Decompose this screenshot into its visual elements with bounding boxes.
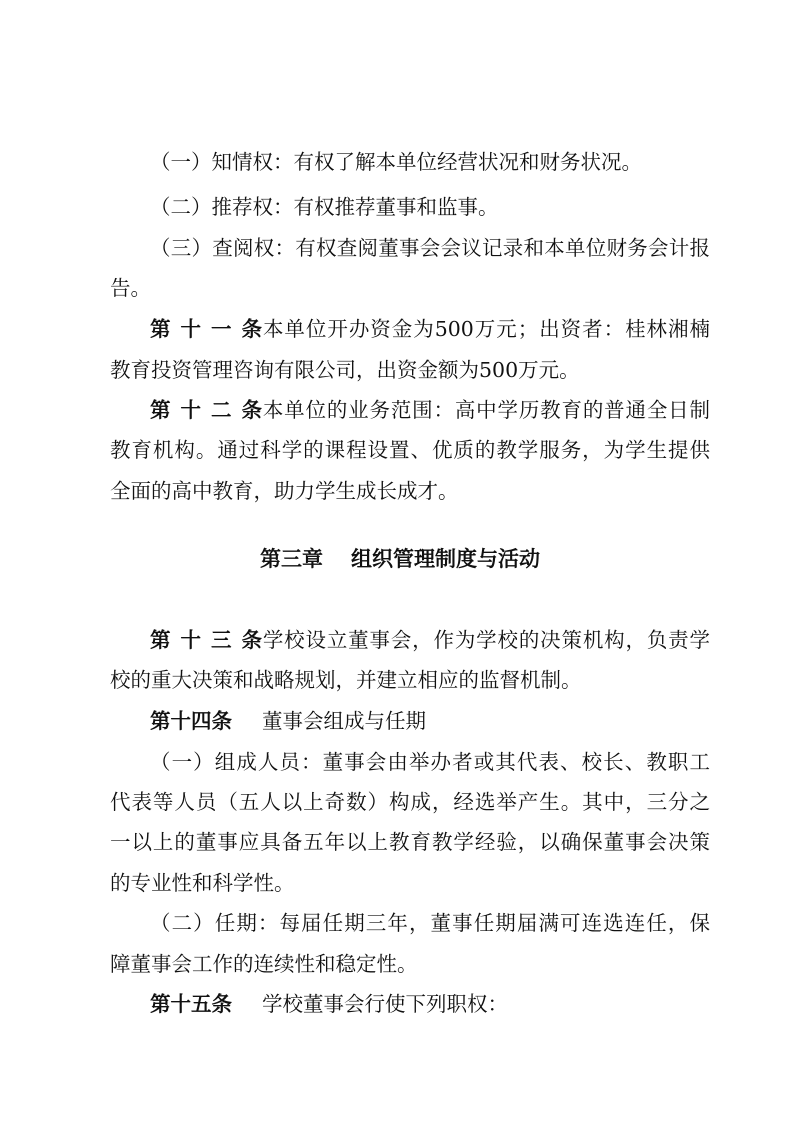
article-14-p2-line-2: 障董事会工作的连续性和稳定性。 (110, 952, 418, 976)
article-13-text: 学校设立董事会，作为学校的决策机构，负责学 (262, 628, 710, 652)
article-14-p1-line-4: 的专业性和科学性。 (110, 871, 295, 895)
article-14-p1-line-3: 一以上的董事应具备五年以上教育教学经验，以确保董事会决策 (110, 830, 710, 854)
article-15-text: 学校董事会行使下列职权： (262, 992, 508, 1016)
article-12-label: 第十二条 (150, 398, 262, 422)
article-14-title: 董事会组成与任期 (262, 709, 426, 733)
article-12-text: 本单位的业务范围：高中学历教育的普通全日制 (262, 398, 710, 422)
article-13-line-1 (150, 628, 710, 652)
article-11-line-2: 教育投资管理咨询有限公司，出资金额为500万元。 (110, 358, 580, 382)
chapter-title: 组织管理制度与活动 (351, 547, 540, 571)
article-13-label: 第十三条 (150, 628, 262, 652)
article-14-p1-line-2: 代表等人员（五人以上奇数）构成，经选举产生。其中，三分之 (110, 790, 710, 814)
article-11-label: 第十一条 (150, 317, 262, 341)
item-right-to-inspect: （三）查阅权：有权查阅董事会会议记录和本单位财务会计报 (150, 236, 710, 260)
article-13-line-2: 校的重大决策和战略规划，并建立相应的监督机制。 (110, 668, 582, 692)
chapter-number: 第三章 (260, 547, 323, 571)
item-right-to-know: （一）知情权：有权了解本单位经营状况和财务状况。 (150, 150, 642, 174)
chapter-heading (0, 546, 800, 572)
article-14-p1-line-1: （一）组成人员：董事会由举办者或其代表、校长、教职工 (150, 750, 710, 774)
item-right-to-recommend: （二）推荐权：有权推荐董事和监事。 (150, 195, 499, 219)
article-11-line-1 (150, 317, 710, 341)
article-14-p2-line-1: （二）任期：每届任期三年，董事任期届满可连选连任，保 (150, 911, 710, 935)
article-12-line-3: 全面的高中教育，助力学生成长成才。 (110, 479, 459, 503)
article-12-line-2: 教育机构。通过科学的课程设置、优质的教学服务，为学生提供 (110, 438, 710, 462)
article-15-label: 第十五条 (150, 992, 232, 1016)
item-right-to-inspect-cont: 告。 (110, 276, 151, 300)
article-14-line-1 (150, 709, 710, 733)
article-15-line-1 (150, 992, 710, 1016)
article-12-line-1 (150, 398, 710, 422)
article-11-text: 本单位开办资金为500万元；出资者：桂林湘楠 (262, 317, 710, 341)
article-14-label: 第十四条 (150, 709, 232, 733)
